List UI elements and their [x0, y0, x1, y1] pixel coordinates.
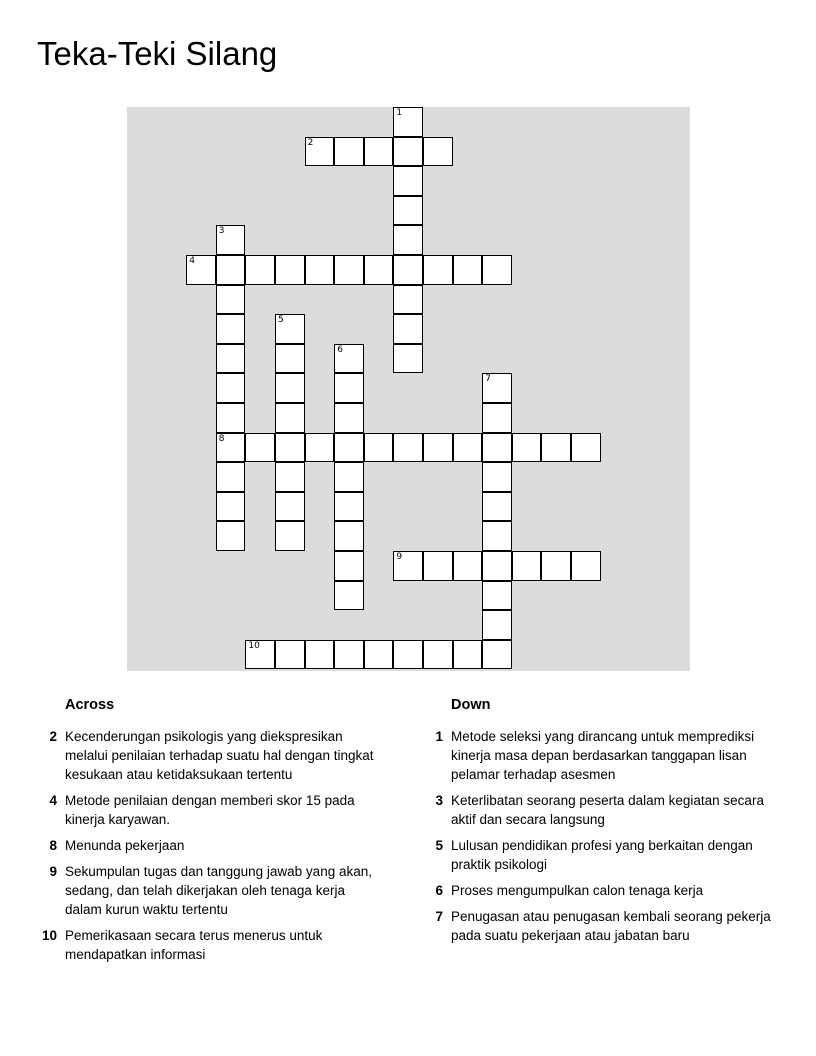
cell-number: 8	[218, 433, 225, 444]
clue-number: 2	[49, 729, 57, 744]
crossword-grid	[127, 107, 690, 671]
grid-cell[interactable]	[275, 521, 305, 551]
grid-cell[interactable]	[216, 344, 246, 374]
clue-number: 6	[435, 883, 443, 898]
grid-cell[interactable]	[275, 373, 305, 403]
grid-cell[interactable]	[334, 403, 364, 433]
grid-cell[interactable]	[393, 137, 423, 167]
grid-cell[interactable]	[216, 225, 246, 255]
grid-cell[interactable]	[275, 492, 305, 522]
grid-cell[interactable]	[186, 255, 216, 285]
grid-cell[interactable]	[512, 433, 542, 463]
across-clues	[38, 695, 378, 971]
grid-cell[interactable]	[482, 640, 512, 670]
clue-text: Lulusan pendidikan profesi yang berkaitan dengan praktik psikologi	[451, 838, 753, 872]
grid-cell[interactable]	[305, 640, 335, 670]
grid-cell[interactable]	[393, 107, 423, 137]
grid-cell[interactable]	[482, 581, 512, 611]
grid-cell[interactable]	[393, 166, 423, 196]
clue-number: 9	[49, 864, 57, 879]
grid-cell[interactable]	[216, 462, 246, 492]
across-heading: Across	[65, 697, 115, 713]
cell-number: 3	[218, 226, 225, 237]
grid-cell[interactable]	[393, 551, 423, 581]
grid-cell[interactable]	[245, 640, 275, 670]
grid-cell[interactable]	[453, 640, 483, 670]
clue-text: Keterlibatan seorang peserta dalam kegiatan secara aktif dan secara langsung	[451, 793, 764, 827]
grid-cell[interactable]	[364, 640, 394, 670]
clue-number: 4	[49, 793, 57, 808]
grid-cell[interactable]	[334, 344, 364, 374]
grid-cell[interactable]	[423, 433, 453, 463]
grid-cell[interactable]	[275, 403, 305, 433]
grid-cell[interactable]	[571, 433, 601, 463]
clue-item	[38, 727, 378, 784]
clue-text: Kecenderungan psikologis yang diekspresikan melalui penilaian terhadap suatu hal dengan tingkat kesukaan atau ketidaksukaan tertentu	[65, 729, 374, 782]
grid-cell[interactable]	[482, 403, 512, 433]
grid-cell[interactable]	[334, 373, 364, 403]
cell-number: 9	[396, 552, 403, 562]
grid-cell[interactable]	[364, 255, 394, 285]
grid-cell[interactable]	[275, 640, 305, 670]
grid-cell[interactable]	[275, 255, 305, 285]
grid-cell[interactable]	[393, 255, 423, 285]
clue-text: Proses mengumpulkan calon tenaga kerja	[451, 883, 704, 898]
clue-number: 10	[41, 928, 57, 943]
grid-cell[interactable]	[541, 551, 571, 581]
grid-cell[interactable]	[334, 551, 364, 581]
cell-number: 5	[278, 315, 284, 326]
grid-cell[interactable]	[541, 433, 571, 463]
grid-cell[interactable]	[245, 255, 275, 285]
grid-cell[interactable]	[364, 137, 394, 167]
grid-cell[interactable]	[334, 640, 364, 670]
grid-cell[interactable]	[423, 137, 453, 167]
cell-number: 2	[307, 137, 314, 148]
grid-cell[interactable]	[334, 581, 364, 611]
clue-text: Menunda pekerjaan	[65, 838, 185, 853]
grid-cell[interactable]	[275, 344, 305, 374]
clue-number: 1	[435, 729, 443, 744]
grid-cell[interactable]	[423, 255, 453, 285]
grid-cell[interactable]	[305, 255, 335, 285]
grid-cell[interactable]	[482, 433, 512, 463]
grid-cell[interactable]	[393, 433, 423, 463]
grid-cell[interactable]	[453, 433, 483, 463]
grid-cell[interactable]	[216, 373, 246, 403]
grid-cell[interactable]	[216, 521, 246, 551]
clue-item	[38, 862, 378, 919]
clue-text: Metode seleksi yang dirancang untuk memprediksi kinerja masa depan berdasarkan tanggapan lisan pelamar terhadap asesmen	[451, 729, 755, 782]
page-title: Teka-Teki Silang	[37, 35, 278, 72]
grid-cell[interactable]	[334, 137, 364, 167]
clue-item	[38, 791, 378, 829]
clue-number: 5	[435, 838, 443, 853]
grid-cell[interactable]	[334, 255, 364, 285]
grid-cell[interactable]	[334, 462, 364, 492]
grid-cell[interactable]	[482, 373, 512, 403]
grid-cell[interactable]	[275, 462, 305, 492]
grid-cell[interactable]	[216, 285, 246, 315]
cell-number: 4	[189, 256, 195, 266]
clue-item	[424, 907, 779, 945]
grid-cell[interactable]	[275, 433, 305, 463]
grid-cell[interactable]	[482, 521, 512, 551]
grid-cell[interactable]	[393, 344, 423, 374]
grid-cell[interactable]	[393, 640, 423, 670]
cell-number: 7	[485, 374, 491, 385]
clue-item	[38, 836, 378, 855]
grid-cell[interactable]	[393, 196, 423, 226]
grid-cell[interactable]	[453, 255, 483, 285]
grid-cell[interactable]	[216, 492, 246, 522]
grid-cell[interactable]	[216, 255, 246, 285]
grid-cell[interactable]	[482, 492, 512, 522]
grid-cell[interactable]	[482, 551, 512, 581]
cell-number: 1	[396, 108, 403, 118]
grid-cell[interactable]	[334, 492, 364, 522]
grid-cell[interactable]	[275, 314, 305, 344]
grid-cell[interactable]	[245, 433, 275, 463]
clue-item	[38, 926, 378, 964]
grid-cell[interactable]	[482, 610, 512, 640]
grid-cell[interactable]	[305, 433, 335, 463]
grid-cell[interactable]	[423, 551, 453, 581]
grid-cell[interactable]	[423, 640, 453, 670]
clue-item	[424, 836, 779, 874]
clue-number: 7	[435, 909, 443, 924]
grid-cell[interactable]	[393, 285, 423, 315]
clue-number: 8	[49, 838, 57, 853]
clue-number: 3	[435, 793, 443, 808]
cell-number: 6	[337, 344, 343, 355]
grid-cell[interactable]	[216, 403, 246, 433]
clue-text: Penugasan atau penugasan kembali seorang pekerja pada suatu pekerjaan atau jabatan baru	[451, 909, 771, 943]
grid-cell[interactable]	[393, 225, 423, 255]
grid-cell[interactable]	[216, 433, 246, 463]
clue-text: Pemerikasaan secara terus menerus untuk mendapatkan informasi	[65, 928, 323, 962]
grid-cell[interactable]	[393, 314, 423, 344]
grid-cell[interactable]	[305, 137, 335, 167]
clue-text: Sekumpulan tugas dan tanggung jawab yang akan, sedang, dan telah dikerjakan oleh tenaga kerja dalam kurun waktu tertentu	[65, 864, 372, 917]
grid-cell[interactable]	[571, 551, 601, 581]
grid-cell[interactable]	[216, 314, 246, 344]
clue-item	[424, 727, 779, 784]
cell-number: 10	[248, 640, 260, 651]
grid-cell[interactable]	[482, 462, 512, 492]
grid-cell[interactable]	[334, 521, 364, 551]
grid-cell[interactable]	[453, 551, 483, 581]
clue-item	[424, 791, 779, 829]
down-clues	[424, 695, 779, 952]
grid-cell[interactable]	[482, 255, 512, 285]
grid-cell[interactable]	[334, 433, 364, 463]
clue-item	[424, 881, 779, 900]
down-heading: Down	[451, 697, 491, 713]
clue-text: Metode penilaian dengan memberi skor 15 pada kinerja karyawan.	[65, 793, 355, 827]
grid-cell[interactable]	[512, 551, 542, 581]
grid-cell[interactable]	[364, 433, 394, 463]
